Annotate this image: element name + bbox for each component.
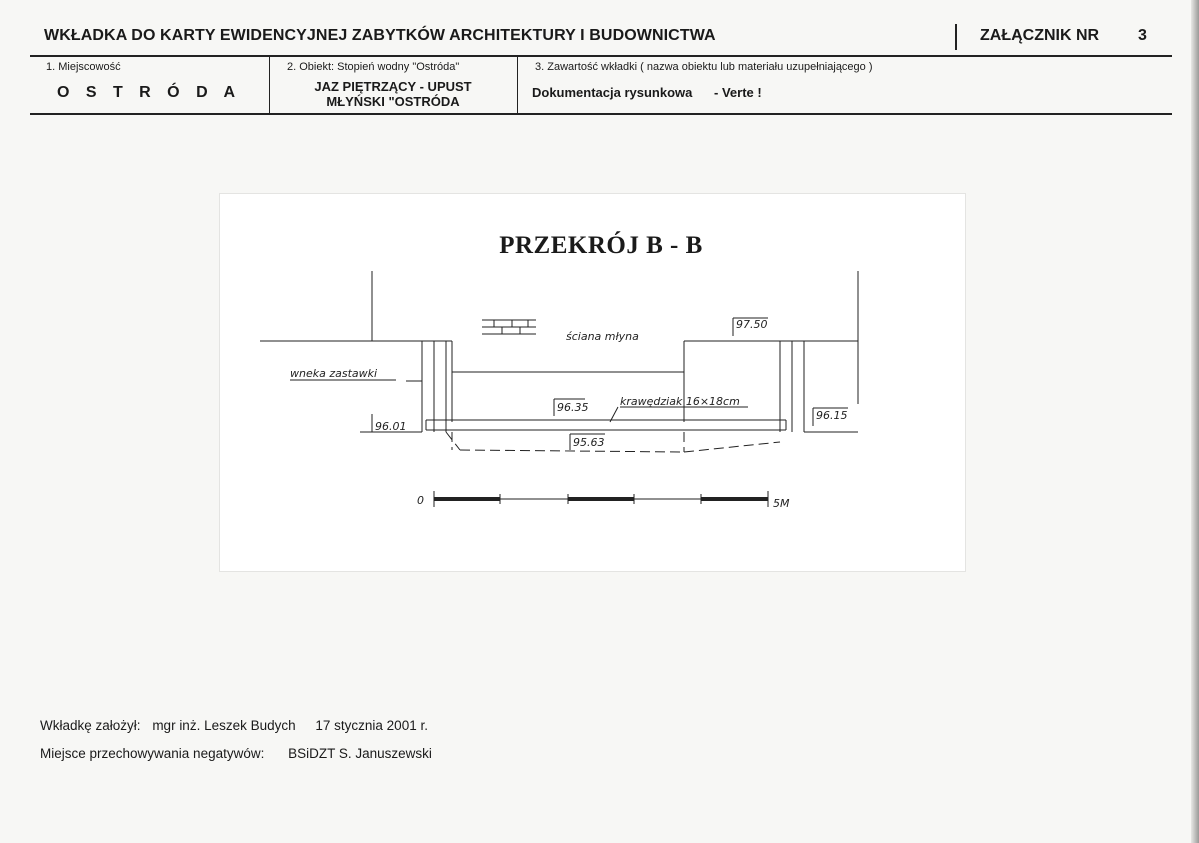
scale-start-label: 0 — [417, 494, 424, 507]
object-value — [270, 79, 516, 109]
field-divider-2 — [517, 57, 518, 115]
page-edge-shadow — [1191, 0, 1199, 843]
elevation-sill-center: 96.35 — [557, 401, 589, 414]
elevation-bottom: 95.63 — [573, 436, 605, 449]
form-title: WKŁADKA DO KARTY EWIDENCYJNEJ ZABYTKÓW ARCHITEKTURY I BUDOWNICTWA — [44, 27, 716, 44]
annex-number: 3 — [1138, 27, 1147, 44]
content-value-text: Dokumentacja rysunkowa — [532, 85, 693, 100]
header-rule-bottom — [30, 113, 1172, 115]
content-value — [532, 85, 762, 100]
elevation-right: 96.15 — [816, 409, 848, 422]
founder-name: mgr inż. Leszek Budych — [152, 718, 296, 733]
scale-bar — [434, 491, 768, 507]
cross-section-drawing — [219, 193, 966, 572]
storage-value: BSiDZT S. Januszewski — [288, 746, 432, 761]
drawing-title: PRZEKRÓJ B - B — [499, 232, 703, 259]
storage-label: Miejsce przechowywania negatywów: — [40, 746, 265, 761]
verte-note: - Verte ! — [714, 85, 762, 100]
brick-wall-icon — [482, 320, 536, 334]
founder-label: Wkładkę założył: — [40, 718, 141, 733]
founder-date: 17 stycznia 2001 r. — [315, 718, 428, 733]
beam-label: krawędziak 16×18cm — [620, 395, 740, 408]
storage-line — [40, 746, 432, 761]
elevation-left: 96.01 — [375, 420, 407, 433]
header-divider — [955, 24, 957, 50]
object-value-line-2: MŁYŃSKI "OSTRÓDA — [326, 94, 460, 109]
content-label: 3. Zawartość wkładki ( nazwa obiektu lub materiału uzupełniającego ) — [535, 61, 873, 73]
header-rule-top — [30, 55, 1172, 57]
founder-line — [40, 718, 428, 733]
place-value: O S T R Ó D A — [56, 84, 242, 101]
object-label: 2. Obiekt: Stopień wodny "Ostróda" — [287, 61, 460, 73]
recess-label: wneka zastawki — [290, 367, 378, 380]
annex-label: ZAŁĄCZNIK NR — [980, 27, 1100, 44]
elevation-top-right: 97.50 — [736, 318, 768, 331]
object-value-line-1: JAZ PIĘTRZĄCY - UPUST — [314, 79, 472, 94]
scale-end-label: 5M — [773, 497, 790, 510]
place-label: 1. Miejscowość — [46, 61, 121, 73]
cross-section-svg — [220, 194, 965, 571]
wall-label: ściana młyna — [566, 330, 639, 343]
